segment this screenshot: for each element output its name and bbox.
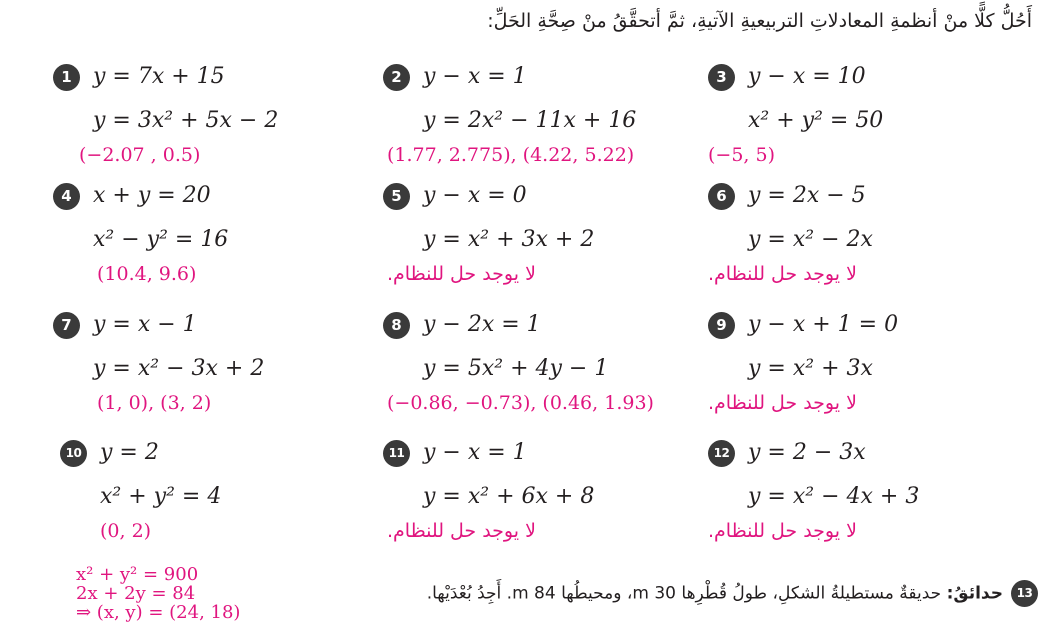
answer: لا يوجد حل للنظام. (708, 263, 857, 285)
answer: (10.4, 9.6) (97, 263, 197, 285)
problem-9 (708, 312, 1028, 432)
equation-1: y − x = 0 (423, 183, 527, 208)
problem-number-badge: 1 (53, 64, 80, 91)
equation-2: x² + y² = 50 (748, 108, 884, 133)
problem-number-badge: 4 (53, 183, 80, 210)
problem-number-badge: 3 (708, 64, 735, 91)
answer: (−5, 5) (708, 144, 776, 166)
equation-1: x + y = 20 (93, 183, 211, 208)
instruction-text: أَحُلُّ كلًّا منْ أنظمةِ المعادلاتِ التربيعيةِ الآتيةِ، ثمَّ أتحقَّقُ منْ صِحَّةِ الحَلِّ: (487, 10, 1032, 32)
answer: (1.77, 2.775), (4.22, 5.22) (387, 144, 635, 166)
equation-1: y = 2x − 5 (748, 183, 866, 208)
problem-number-badge: 7 (53, 312, 80, 339)
problem-number-badge: 6 (708, 183, 735, 210)
problem-2 (383, 64, 703, 184)
answer: لا يوجد حل للنظام. (708, 520, 857, 542)
equation-2: y = 5x² + 4y − 1 (423, 356, 609, 381)
problem-1 (53, 64, 373, 184)
equation-1: y = 2 − 3x (748, 440, 866, 465)
note-line-3: ⇒ (x, y) = (24, 18) (76, 602, 241, 623)
equation-2: y = 3x² + 5x − 2 (93, 108, 279, 133)
problem-number-badge: 5 (383, 183, 410, 210)
answer: لا يوجد حل للنظام. (708, 392, 857, 414)
problem-12 (708, 440, 1028, 560)
problem-7 (53, 312, 373, 432)
answer: لا يوجد حل للنظام. (387, 520, 536, 542)
problem-6 (708, 183, 1028, 303)
equation-1: y = 2 (100, 440, 159, 465)
problem-10 (60, 440, 380, 560)
problem-number-badge: 12 (708, 440, 735, 467)
equation-2: y = x² + 3x (748, 356, 873, 381)
problem-13-text: حديقةٌ مستطيلةُ الشكلِ، طولُ قُطْرِها 30 m، ومحيطُها 84 m. أَجِدُ بُعْدَيْها. (426, 583, 942, 604)
answer: (0, 2) (100, 520, 152, 542)
equation-2: y = x² − 4x + 3 (748, 484, 920, 509)
problem-13 (318, 580, 1038, 607)
equation-2: y = x² − 2x (748, 227, 873, 252)
answer: (1, 0), (3, 2) (97, 392, 212, 414)
problem-number-badge: 8 (383, 312, 410, 339)
equation-1: y − x = 10 (748, 64, 866, 89)
equation-1: y − 2x = 1 (423, 312, 541, 337)
problem-number-badge: 13 (1011, 580, 1038, 607)
problem-number-badge: 2 (383, 64, 410, 91)
equation-1: y − x + 1 = 0 (748, 312, 899, 337)
problem-8 (383, 312, 703, 432)
equation-1: y − x = 1 (423, 440, 527, 465)
answer: (−2.07 , 0.5) (79, 144, 201, 166)
answer: لا يوجد حل للنظام. (387, 263, 536, 285)
solution-note (76, 565, 240, 622)
problem-4 (53, 183, 373, 303)
problem-13-label: حدائقُ: (946, 583, 1003, 604)
equation-2: x² + y² = 4 (100, 484, 222, 509)
equation-2: x² − y² = 16 (93, 227, 229, 252)
equation-2: y = 2x² − 11x + 16 (423, 108, 637, 133)
problem-11 (383, 440, 703, 560)
problem-3 (708, 64, 1028, 184)
problem-number-badge: 9 (708, 312, 735, 339)
equation-1: y = x − 1 (93, 312, 197, 337)
equation-1: y − x = 1 (423, 64, 527, 89)
note-line-1: x² + y² = 900 (76, 564, 199, 585)
problem-number-badge: 10 (60, 440, 87, 467)
equation-1: y = 7x + 15 (93, 64, 225, 89)
note-line-2: 2x + 2y = 84 (76, 583, 196, 604)
answer: (−0.86, −0.73), (0.46, 1.93) (387, 392, 654, 414)
problem-number-badge: 11 (383, 440, 410, 467)
equation-2: y = x² − 3x + 2 (93, 356, 265, 381)
problem-5 (383, 183, 703, 303)
equation-2: y = x² + 6x + 8 (423, 484, 595, 509)
equation-2: y = x² + 3x + 2 (423, 227, 595, 252)
